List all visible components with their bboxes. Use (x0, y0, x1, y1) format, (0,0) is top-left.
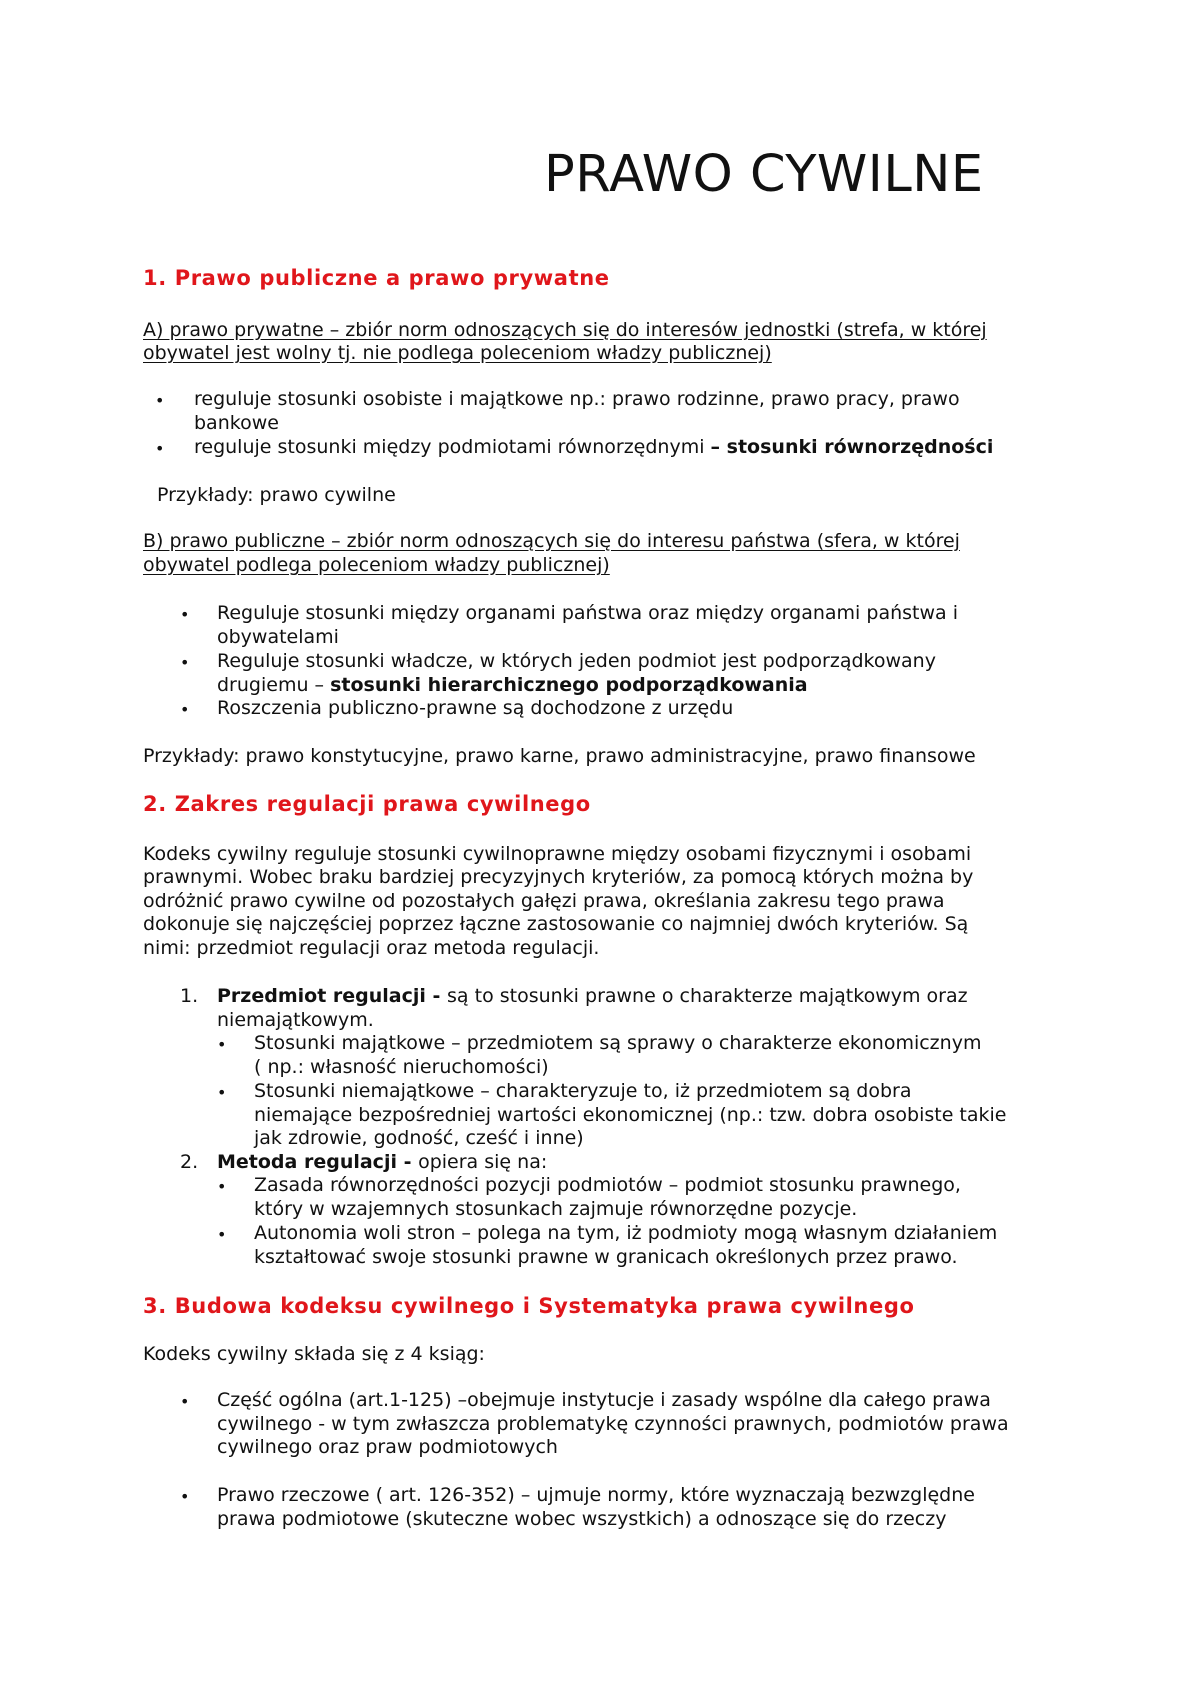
paragraph-line: prawnymi. Wobec braku bardziej precyzyjnych kryteriów, za pomocą których można by (143, 866, 974, 888)
paragraph-line: odróżnić prawo cywilne od pozostałych gałęzi prawa, określania zakresu tego prawa (143, 890, 945, 912)
list-item: Reguluje stosunki między organami państwa oraz między organami państwa i (217, 602, 958, 624)
paragraph-line: Kodeks cywilny składa się z 4 ksiąg: (143, 1343, 485, 1365)
list-item-bold: – stosunki równorzędności (710, 436, 994, 458)
list-item-text: reguluje stosunki między podmiotami równorzędnymi (194, 436, 711, 458)
list-item: cywilnego oraz praw podmiotowych (217, 1436, 558, 1458)
list-item (217, 674, 808, 698)
list-number: 2. (180, 1151, 199, 1173)
list-item: Reguluje stosunki władcze, w których jeden podmiot jest podporządkowany (217, 650, 936, 672)
bullet-icon: • (155, 439, 165, 458)
bullet-icon: • (217, 1225, 227, 1244)
section-heading-3: 3. Budowa kodeksu cywilnego i Systematyka prawa cywilnego (143, 1294, 915, 1318)
numbered-item (217, 985, 968, 1009)
list-item: kształtować swoje stosunki prawne w granicach określonych przez prawo. (254, 1246, 958, 1268)
list-item: ( np.: własność nieruchomości) (254, 1056, 549, 1078)
paragraph-line: nimi: przedmiot regulacji oraz metoda regulacji. (143, 937, 600, 959)
definition-a-line2: obywatel jest wolny tj. nie podlega poleceniom władzy publicznej) (143, 342, 772, 364)
examples-a: Przykłady: prawo cywilne (157, 484, 396, 506)
examples-b: Przykłady: prawo konstytucyjne, prawo karne, prawo administracyjne, prawo finansowe (143, 745, 976, 767)
bullet-icon: • (155, 391, 165, 410)
numbered-item-bold: Przedmiot regulacji - (217, 985, 448, 1007)
list-item: Autonomia woli stron – polega na tym, iż podmioty mogą własnym działaniem (254, 1222, 998, 1244)
list-item (194, 436, 993, 460)
paragraph-line: dokonuje się najczęściej poprzez łączne zastosowanie co najmniej dwóch kryteriów. Są (143, 913, 969, 935)
list-item: prawa podmiotowe (skuteczne wobec wszystkich) a odnoszące się do rzeczy (217, 1508, 947, 1530)
bullet-icon: • (180, 700, 190, 719)
section-heading-2: 2. Zakres regulacji prawa cywilnego (143, 792, 591, 816)
list-item: cywilnego - w tym zwłaszcza problematykę czynności prawnych, podmiotów prawa (217, 1413, 1009, 1435)
bullet-icon: • (217, 1035, 227, 1054)
list-item: Roszczenia publiczno-prawne są dochodzone z urzędu (217, 697, 734, 719)
paragraph-line: Kodeks cywilny reguluje stosunki cywilnoprawne między osobami fizycznymi i osobami (143, 843, 972, 865)
list-item: Stosunki majątkowe – przedmiotem są sprawy o charakterze ekonomicznym (254, 1032, 982, 1054)
list-item: Część ogólna (art.1-125) –obejmuje instytucje i zasady wspólne dla całego prawa (217, 1389, 991, 1411)
bullet-icon: • (180, 1487, 190, 1506)
definition-a-line1: A) prawo prywatne – zbiór norm odnoszących się do interesów jednostki (strefa, w której (143, 319, 987, 341)
definition-b-line2: obywatel podlega poleceniom władzy publicznej) (143, 554, 610, 576)
list-item: bankowe (194, 412, 279, 434)
definition-b-line1: B) prawo publiczne – zbiór norm odnoszących się do interesu państwa (sfera, w której (143, 530, 960, 552)
page-title: PRAWO CYWILNE (544, 145, 984, 204)
numbered-item: niemajątkowym. (217, 1009, 374, 1031)
numbered-item-bold: Metoda regulacji - (217, 1151, 419, 1173)
bullet-icon: • (217, 1083, 227, 1102)
list-item: reguluje stosunki osobiste i majątkowe np.: prawo rodzinne, prawo pracy, prawo (194, 388, 960, 410)
numbered-item-text: są to stosunki prawne o charakterze majątkowym oraz (447, 985, 968, 1007)
list-number: 1. (180, 985, 199, 1007)
bullet-icon: • (217, 1177, 227, 1196)
numbered-item-text: opiera się na: (418, 1151, 548, 1173)
list-item: niemające bezpośredniej wartości ekonomicznej (np.: tzw. dobra osobiste takie (254, 1104, 1007, 1126)
list-item: Prawo rzeczowe ( art. 126-352) – ujmuje normy, które wyznaczają bezwzględne (217, 1484, 975, 1506)
bullet-icon: • (180, 605, 190, 624)
numbered-item (217, 1151, 547, 1175)
section-heading-1: 1. Prawo publiczne a prawo prywatne (143, 266, 610, 290)
list-item: Zasada równorzędności pozycji podmiotów – podmiot stosunku prawnego, (254, 1174, 961, 1196)
list-item: obywatelami (217, 626, 339, 648)
list-item: który w wzajemnych stosunkach zajmuje równorzędne pozycje. (254, 1198, 858, 1220)
list-item-text: drugiemu – (217, 674, 331, 696)
list-item-bold: stosunki hierarchicznego podporządkowania (330, 674, 808, 696)
list-item: Stosunki niemajątkowe – charakteryzuje to, iż przedmiotem są dobra (254, 1080, 912, 1102)
bullet-icon: • (180, 1392, 190, 1411)
bullet-icon: • (180, 653, 190, 672)
list-item: jak zdrowie, godność, cześć i inne) (254, 1127, 584, 1149)
